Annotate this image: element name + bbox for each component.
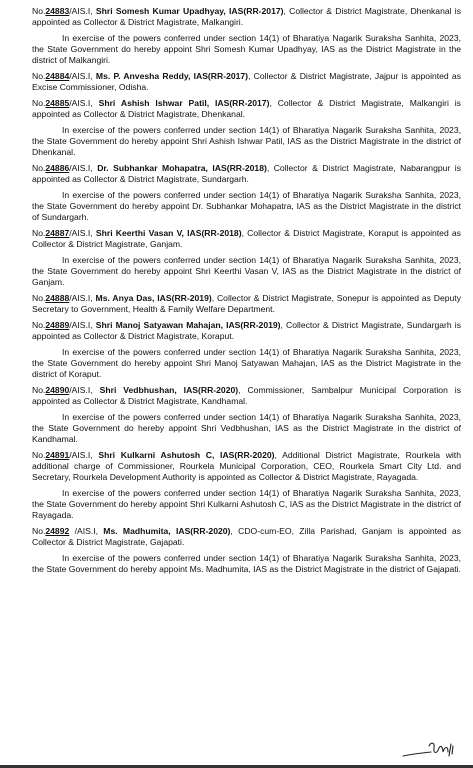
exercise-paragraph: In exercise of the powers conferred under section 14(1) of Bharatiya Nagarik Suraksha Sanhita, 2023, the State Government do hereby appoint Ms. Madhumita, IAS as the District Magistrate in the district of Gajapati. bbox=[32, 553, 461, 574]
order-number: 24892 bbox=[45, 526, 70, 536]
order-ref: /AIS.I, bbox=[69, 293, 96, 303]
order-text: , Additional District Magistrate, Rourkela with additional charge of Commissioner, Rourkela Municipal Corporation, CEO, Rourkela Smart City Ltd. and Secretary, Rourkela Development Authority is appointed as Collector & District Magistrate, Rayagada. bbox=[32, 450, 461, 482]
orders-list bbox=[32, 6, 461, 575]
order-ref: /AIS.I, bbox=[69, 320, 96, 330]
order-text: , Collector & District Magistrate, Jajpur is appointed as Excise Commissioner, Odisha. bbox=[32, 71, 461, 92]
order-no-prefix: No. bbox=[32, 71, 46, 81]
order-paragraph bbox=[32, 71, 461, 93]
order-ref: /AIS.I, bbox=[69, 228, 96, 238]
exercise-paragraph: In exercise of the powers conferred under section 14(1) of Bharatiya Nagarik Suraksha Sanhita, 2023, the State Government do hereby appoint Shri Manoj Satyawan Mahajan, IAS as the District Magistrate in the district of Koraput. bbox=[32, 347, 461, 379]
officer-name: Ms. P. Anvesha Reddy, IAS(RR-2017) bbox=[95, 71, 249, 81]
order-ref: /AIS.I, bbox=[69, 385, 100, 395]
order-ref: /AIS.I, bbox=[69, 6, 96, 16]
order-text: , CDO-cum-EO, Zilla Parishad, Ganjam is appointed as Collector & District Magistrate, Gajapati. bbox=[32, 526, 461, 547]
order-number: 24886 bbox=[45, 163, 70, 173]
order-no-prefix: No. bbox=[32, 385, 46, 395]
order-paragraph bbox=[32, 526, 461, 548]
officer-name: Shri Ashish Ishwar Patil, IAS(RR-2017) bbox=[98, 98, 270, 108]
order-entry bbox=[32, 6, 461, 66]
order-text: , Collector & District Magistrate, Koraput is appointed as Collector & District Magistrate, Ganjam. bbox=[32, 228, 461, 249]
exercise-paragraph: In exercise of the powers conferred under section 14(1) of Bharatiya Nagarik Suraksha Sanhita, 2023, the State Government do hereby appoint Shri Vedbhushan, IAS as the District Magistrate in the district of Kandhamal. bbox=[32, 412, 461, 444]
order-paragraph bbox=[32, 228, 461, 250]
order-entry bbox=[32, 450, 461, 521]
order-no-prefix: No. bbox=[32, 320, 46, 330]
order-paragraph bbox=[32, 163, 461, 185]
order-entry bbox=[32, 293, 461, 315]
order-ref: /AIS.I, bbox=[69, 526, 104, 536]
order-paragraph bbox=[32, 98, 461, 120]
order-entry bbox=[32, 71, 461, 93]
order-text: , Collector & District Magistrate, Sonepur is appointed as Deputy Secretary to Government, Health & Family Welfare Department. bbox=[32, 293, 461, 314]
officer-name: Shri Kulkarni Ashutosh C, IAS(RR-2020) bbox=[98, 450, 275, 460]
order-number: 24883 bbox=[45, 6, 70, 16]
order-entry bbox=[32, 228, 461, 288]
exercise-paragraph: In exercise of the powers conferred under section 14(1) of Bharatiya Nagarik Suraksha Sanhita, 2023, the State Government do hereby appoint Shri Ashish Ishwar Patil, IAS as the District Magistrate in the district of Dhenkanal. bbox=[32, 125, 461, 157]
order-ref: /AIS.I, bbox=[69, 71, 96, 81]
officer-name: Dr. Subhankar Mohapatra, IAS(RR-2018) bbox=[97, 163, 267, 173]
order-paragraph bbox=[32, 385, 461, 407]
signature-mark bbox=[401, 738, 461, 762]
officer-name: Shri Keerthi Vasan V, IAS(RR-2018) bbox=[95, 228, 242, 238]
officer-name: Shri Somesh Kumar Upadhyay, IAS(RR-2017) bbox=[95, 6, 284, 16]
order-no-prefix: No. bbox=[32, 228, 46, 238]
order-number: 24890 bbox=[45, 385, 70, 395]
order-text: , Commissioner, Sambalpur Municipal Corporation is appointed as Collector & District Magistrate, Kandhamal. bbox=[32, 385, 461, 406]
officer-name: Ms. Anya Das, IAS(RR-2019) bbox=[95, 293, 212, 303]
order-no-prefix: No. bbox=[32, 293, 46, 303]
order-no-prefix: No. bbox=[32, 6, 46, 16]
order-number: 24889 bbox=[45, 320, 70, 330]
order-entry bbox=[32, 385, 461, 445]
order-no-prefix: No. bbox=[32, 98, 46, 108]
order-no-prefix: No. bbox=[32, 163, 46, 173]
order-text: , Collector & District Magistrate, Nabarangpur is appointed as Collector & District Magistrate, Sundargarh. bbox=[32, 163, 461, 184]
exercise-paragraph: In exercise of the powers conferred under section 14(1) of Bharatiya Nagarik Suraksha Sanhita, 2023, the State Government do hereby appoint Shri Kulkarni Ashutosh C, IAS as the District Magistrate in the district of Rayagada. bbox=[32, 488, 461, 520]
order-text: , Collector & District Magistrate, Malkangiri is appointed as Collector & District Magistrate, Dhenkanal. bbox=[32, 98, 461, 119]
order-ref: /AIS.I, bbox=[69, 450, 99, 460]
order-number: 24884 bbox=[45, 71, 70, 81]
exercise-paragraph: In exercise of the powers conferred under section 14(1) of Bharatiya Nagarik Suraksha Sanhita, 2023, the State Government do hereby appoint Shri Keerthi Vasan V, IAS as the District Magistrate in the district of Ganjam. bbox=[32, 255, 461, 287]
order-no-prefix: No. bbox=[32, 450, 46, 460]
order-entry bbox=[32, 98, 461, 158]
exercise-paragraph: In exercise of the powers conferred under section 14(1) of Bharatiya Nagarik Suraksha Sanhita, 2023, the State Government do hereby appoint Shri Somesh Kumar Upadhyay, IAS as the District Magistrate in the district of Malkangiri. bbox=[32, 33, 461, 65]
exercise-paragraph: In exercise of the powers conferred under section 14(1) of Bharatiya Nagarik Suraksha Sanhita, 2023, the State Government do hereby appoint Dr. Subhankar Mohapatra, IAS as the District Magistrate in the district of Sundargarh. bbox=[32, 190, 461, 222]
officer-name: Shri Manoj Satyawan Mahajan, IAS(RR-2019) bbox=[95, 320, 281, 330]
order-ref: /AIS.I, bbox=[69, 98, 99, 108]
order-paragraph bbox=[32, 6, 461, 28]
order-number: 24885 bbox=[45, 98, 70, 108]
order-number: 24887 bbox=[45, 228, 70, 238]
order-entry bbox=[32, 163, 461, 223]
order-no-prefix: No. bbox=[32, 526, 46, 536]
officer-name: Shri Vedbhushan, IAS(RR-2020) bbox=[99, 385, 239, 395]
officer-name: Ms. Madhumita, IAS(RR-2020) bbox=[103, 526, 231, 536]
order-text: , Collector & District Magistrate, Dhenkanal is appointed as Collector & District Magistrate, Malkangiri. bbox=[32, 6, 461, 27]
order-text: , Collector & District Magistrate, Sundargarh is appointed as Collector & District Magistrate, Koraput. bbox=[32, 320, 461, 341]
order-paragraph bbox=[32, 450, 461, 483]
order-paragraph bbox=[32, 320, 461, 342]
order-entry bbox=[32, 320, 461, 380]
order-number: 24891 bbox=[45, 450, 70, 460]
order-entry bbox=[32, 526, 461, 575]
order-ref: /AIS.I, bbox=[69, 163, 98, 173]
order-number: 24888 bbox=[45, 293, 70, 303]
order-paragraph bbox=[32, 293, 461, 315]
